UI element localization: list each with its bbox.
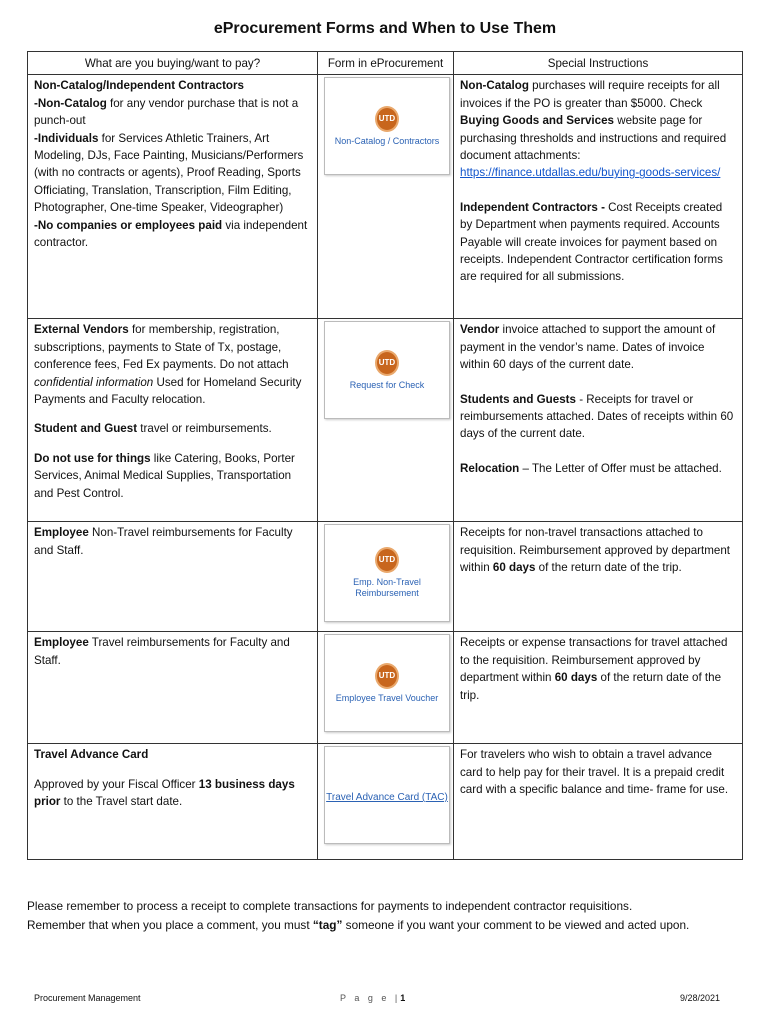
form-non-catalog-button[interactable]	[324, 77, 450, 175]
form-cell	[318, 319, 454, 522]
form-label: Employee Travel Voucher	[335, 692, 439, 703]
table-row	[28, 319, 743, 522]
form-label: Request for Check	[349, 379, 425, 390]
form-label: Emp. Non-Travel Reimbursement	[353, 577, 421, 599]
row-text: -No companies or employees paid via independent contractor.	[34, 218, 308, 250]
table-row	[28, 744, 743, 860]
row-description	[28, 522, 318, 632]
row-heading: Non-Catalog/Independent Contractors	[34, 79, 244, 93]
table-row	[28, 522, 743, 632]
row-text: Approved by your Fiscal Officer 13 business days prior to the Travel start date.	[34, 777, 295, 809]
row-description	[28, 75, 318, 319]
form-travel-advance-card-button[interactable]	[324, 746, 450, 844]
note-line: Please remember to process a receipt to complete transactions for payments to independent contractor requisitions.	[27, 899, 633, 913]
row-text: Student and Guest travel or reimbursements.	[34, 422, 272, 436]
buying-goods-link[interactable]: https://finance.utdallas.edu/buying-goods-services/	[460, 166, 721, 180]
header-form: Form in eProcurement	[318, 52, 454, 75]
row-text: Employee Travel reimbursements for Faculty and Staff.	[34, 636, 290, 667]
form-emp-non-travel-button[interactable]	[324, 524, 450, 622]
row-text: External Vendors for membership, registration, subscriptions, payments to State of Tx, postage, conference fees, Fed Ex payments. Do not attach confidential information Used for Homeland Security Payments and Faculty relocation.	[34, 323, 302, 407]
form-label: Non-Catalog / Contractors	[334, 135, 440, 146]
table-header-row	[28, 52, 743, 75]
forms-table	[27, 51, 743, 860]
row-text: Do not use for things like Catering, Books, Porter Services, Animal Medical Supplies, Transportation and Pest Control.	[34, 451, 295, 500]
row-instructions	[454, 319, 743, 522]
form-cell	[318, 632, 454, 744]
row-heading: Travel Advance Card	[34, 748, 149, 762]
form-cell	[318, 75, 454, 319]
note-line: Remember that when you place a comment, you must “tag” someone if you want your comment to be viewed and acted upon.	[27, 918, 690, 932]
table-row	[28, 75, 743, 319]
form-cell	[318, 522, 454, 632]
row-description	[28, 319, 318, 522]
form-label: Travel Advance Card (TAC)	[326, 791, 448, 803]
row-description	[28, 632, 318, 744]
row-text: Vendor invoice attached to support the amount of payment in the vendor’s name. Dates of invoice within 60 days of the current date.	[460, 323, 716, 372]
row-text: Independent Contractors - Cost Receipts created by Department when payments required. Accounts Payable will create invoices for payment based on receipts. Independent Contractor certification forms are required for all submissions.	[460, 200, 723, 284]
row-instructions	[454, 75, 743, 319]
utd-logo-icon: UTD	[375, 350, 399, 376]
form-cell	[318, 744, 454, 860]
row-description	[28, 744, 318, 860]
row-text: Receipts for non-travel transactions attached to requisition. Reimbursement approved by department within 60 days of the return date of the trip.	[460, 526, 731, 575]
header-buying: What are you buying/want to pay?	[28, 52, 318, 75]
utd-logo-icon: UTD	[375, 663, 399, 689]
row-instructions	[454, 522, 743, 632]
row-text: Non-Catalog purchases will require receipts for all invoices if the PO is greater than $5000. Check Buying Goods and Services website page for purchasing thresholds and instructions and required document attachments: https://finance.utdallas.edu/buying-goods-services/	[460, 79, 727, 180]
row-text: -Individuals for Services Athletic Trainers, Art Modeling, DJs, Face Painting, Musicians/Performers (with no contracts or agents), Proof Reading, Sports Officiating, Translation, Transcription, Film Editing, Photographer, One-time Speaker, Videographer)	[34, 131, 304, 215]
form-request-for-check-button[interactable]	[324, 321, 450, 419]
row-text: For travelers who wish to obtain a travel advance card to help pay for their travel. It is a prepaid credit card with a specific balance and time- frame for use.	[460, 748, 729, 797]
row-text: Relocation – The Letter of Offer must be attached.	[460, 461, 722, 475]
form-employee-travel-voucher-button[interactable]	[324, 634, 450, 732]
footer-date: 9/28/2021	[679, 993, 720, 1003]
page-title: eProcurement Forms and When to Use Them	[213, 20, 557, 37]
header-instructions: Special Instructions	[454, 52, 743, 75]
row-instructions	[454, 744, 743, 860]
footer-page-number: P a g e |1	[340, 993, 406, 1003]
utd-logo-icon: UTD	[375, 547, 399, 573]
row-instructions	[454, 632, 743, 744]
utd-logo-icon: UTD	[375, 106, 399, 132]
row-text: -Non-Catalog for any vendor purchase that is not a punch-out	[34, 96, 299, 128]
row-text: Receipts or expense transactions for travel attached to the requisition. Reimbursement approved by department within 60 days of the return date of the trip.	[460, 636, 728, 702]
footer-department: Procurement Management	[34, 993, 141, 1003]
row-text: Employee Non-Travel reimbursements for Faculty and Staff.	[34, 526, 293, 557]
footer-notes	[27, 897, 757, 935]
table-row	[28, 632, 743, 744]
row-text: Students and Guests - Receipts for travel or reimbursements attached. Dates of receipts within 60 days of the current date.	[460, 392, 734, 441]
